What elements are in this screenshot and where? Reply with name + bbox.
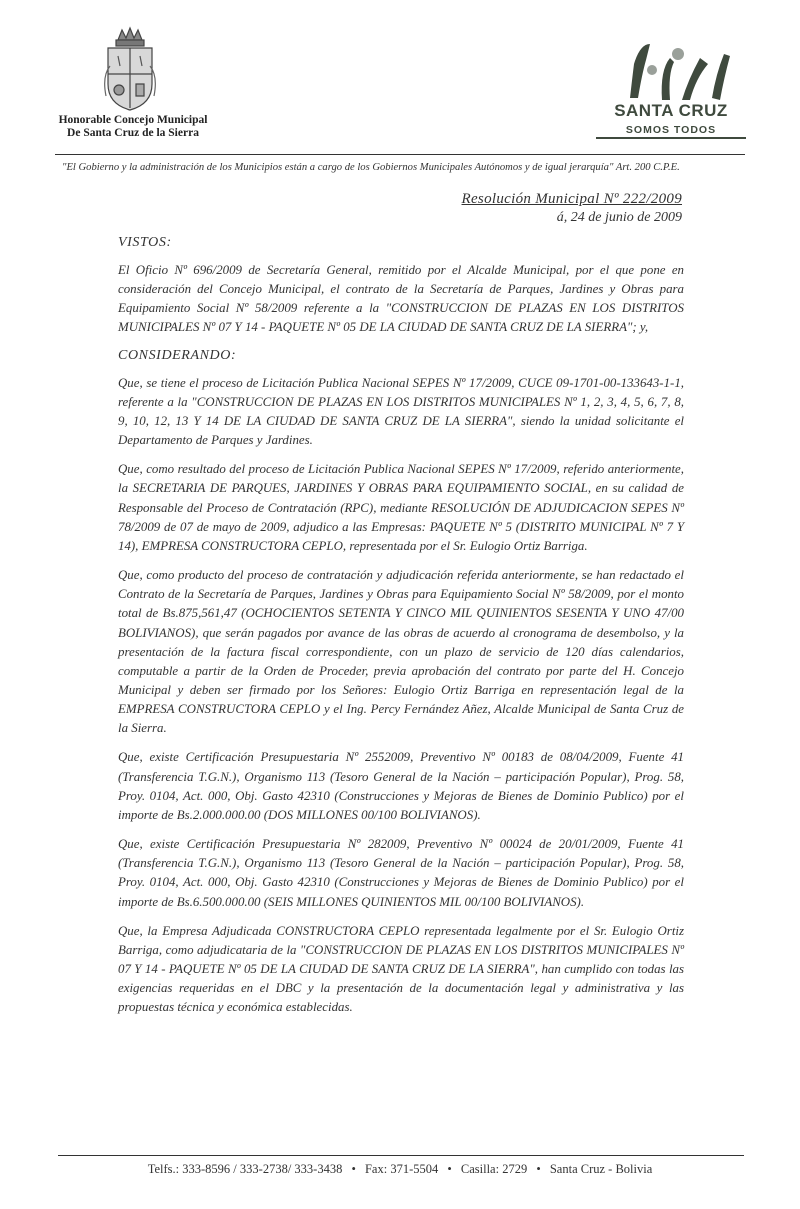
council-name — [58, 114, 208, 140]
considerando-paragraph: Que, la Empresa Adjudicada CONSTRUCTORA CEPLO representada legalmente por el Sr. Eulogio Ortiz Barriga, como adjudicataria de la "CONSTRUCCION DE PLAZAS EN LOS DISTRITOS MUNICIPALES Nº 07 Y 14 - PAQUETE Nº 05 DE LA CIUDAD DE SANTA CRUZ DE LA SIERRA", han cumplido con todas las exigencias requeridas en el DBC y la presentación de la documentación legal y administrativa y las propuestas técnica y económica establecidas. — [118, 923, 684, 1015]
considerando-paragraph: Que, se tiene el proceso de Licitación Publica Nacional SEPES Nº 17/2009, CUCE 09-1701-00-133643-1-1, referente a la "CONSTRUCCION DE PLAZAS EN LOS DISTRITOS MUNICIPALES Nº 1, 2, 3, 4, 5, 6, 7, 8, 9, 10, 12, 13 Y 14 DE LA CIUDAD DE SANTA CRUZ DE LA SIERRA", siendo la unidad solicitante el Departamento de Parques y Jardines. — [118, 375, 684, 448]
resolution-body — [118, 235, 684, 1017]
footer-separator: • — [351, 1162, 356, 1176]
footer-phones: Telfs.: 333-8596 / 333-2738/ 333-3438 — [147, 1162, 343, 1176]
footer-contact — [0, 1162, 800, 1177]
footer-box: Casilla: 2729 — [460, 1162, 528, 1176]
brand-name: SANTA CRUZ — [614, 101, 728, 120]
considerando-heading: CONSIDERANDO: — [118, 347, 237, 363]
constitution-quote: "El Gobierno y la administración de los Municipios están a cargo de los Gobiernos Municipales Autónomos y de igual jerarquía" Art. 200 C.P.E. — [62, 162, 680, 173]
footer-separator: • — [536, 1162, 541, 1176]
header-divider — [55, 154, 745, 155]
resolution-date: á, 24 de junio de 2009 — [556, 210, 682, 225]
considerando-paragraph: Que, existe Certificación Presupuestaria Nº 282009, Preventivo Nº 00024 de 20/01/2009, Fuente 41 (Transferencia T.G.N.), Organismo 113 (Tesoro General de la Nación – participación Popular), Prog. 58, Proy. 0104, Act. 000, Obj. Gasto 42310 (Construcciones y Mejoras de Bienes de Dominio Publico) por el importe de Bs.6.500.000.00 (SEIS MILLONES QUINIENTOS MIL 00/100 BOLIVIANOS). — [118, 837, 684, 909]
brand-tagline: SOMOS TODOS — [596, 124, 746, 139]
vistos-paragraph: El Oficio Nº 696/2009 de Secretaría General, remitido por el Alcalde Municipal, por el que pone en consideración del Concejo Municipal, el contrato de la Secretaría de Parques, Jardines y Obras para Equipamiento Social Nº 58/2009 referente a la "CONSTRUCCION DE PLAZAS EN LOS DISTRITOS MUNICIPALES Nº 07 Y 14 - PAQUETE Nº 05 DE LA CIUDAD DE SANTA CRUZ DE LA SIERRA"; y, — [118, 263, 684, 335]
municipal-crest-icon — [100, 26, 160, 114]
footer-divider — [58, 1155, 744, 1156]
vistos-heading: VISTOS: — [118, 235, 172, 250]
resolution-title: Resolución Municipal Nº 222/2009 — [461, 191, 682, 207]
council-line-1: Honorable Concejo Municipal — [58, 114, 208, 126]
footer-fax: Fax: 371-5504 — [364, 1162, 439, 1176]
considerando-paragraph: Que, existe Certificación Presupuestaria Nº 2552009, Preventivo Nº 00183 de 08/04/2009, Fuente 41 (Transferencia T.G.N.), Organismo 113 (Tesoro General de la Nación – participación Popular), Prog. 58, Proy. 0104, Act. 000, Obj. Gasto 42310 (Construcciones y Mejoras de Bienes de Dominio Publico) por el importe de Bs.2.000.000.00 (DOS MILLONES 00/100 BOLIVIANOS). — [118, 750, 684, 822]
council-line-2: De Santa Cruz de la Sierra — [67, 127, 199, 139]
considerando-paragraph: Que, como producto del proceso de contratación y adjudicación referida anteriormente, se han redactado el Contrato de la Secretaría de Parques, Jardines y Obras para Equipamiento Social Nº 58/2009, por el monto total de Bs.875,561,47 (OCHOCIENTOS SETENTA Y CINCO MIL QUINIENTOS SESENTA Y UNO 47/00 BOLIVIANOS), que serán pagados por avance de las obras de acuerdo al cronograma de desembolso, y la presentación de la factura fiscal correspondiente, con un plazo de servicio de 120 días calendarios, computable a partir de la Orden de Proceder, previa aprobación del contrato por parte del H. Concejo Municipal y deben ser firmado por los Señores: Eulogio Ortiz Barriga en representación legal de la EMPRESA CONSTRUCTORA CEPLO y el Ing. Percy Fernández Añez, Alcalde Municipal de Santa Cruz de la Sierra. — [118, 568, 684, 736]
footer-separator: • — [447, 1162, 452, 1176]
considerando-paragraph: Que, como resultado del proceso de Licitación Publica Nacional SEPES Nº 17/2009, referido anteriormente, la SECRETARIA DE PARQUES, JARDINES Y OBRAS PARA EQUIPAMIENTO SOCIAL, en su calidad de Responsable del Proceso de Contratación (RPC), mediante RESOLUCIÓN DE ADJUDICACION SEPES Nº 78/2009 de 07 de mayo de 2009, adjudico a las Empresas: PAQUETE Nº 5 (DISTRITO MUNICIPAL Nº 7 Y 14), EMPRESA CONSTRUCTORA CEPLO, representada por el Sr. Eulogio Ortiz Barriga. — [118, 462, 684, 553]
footer-city: Santa Cruz - Bolivia — [549, 1162, 653, 1176]
